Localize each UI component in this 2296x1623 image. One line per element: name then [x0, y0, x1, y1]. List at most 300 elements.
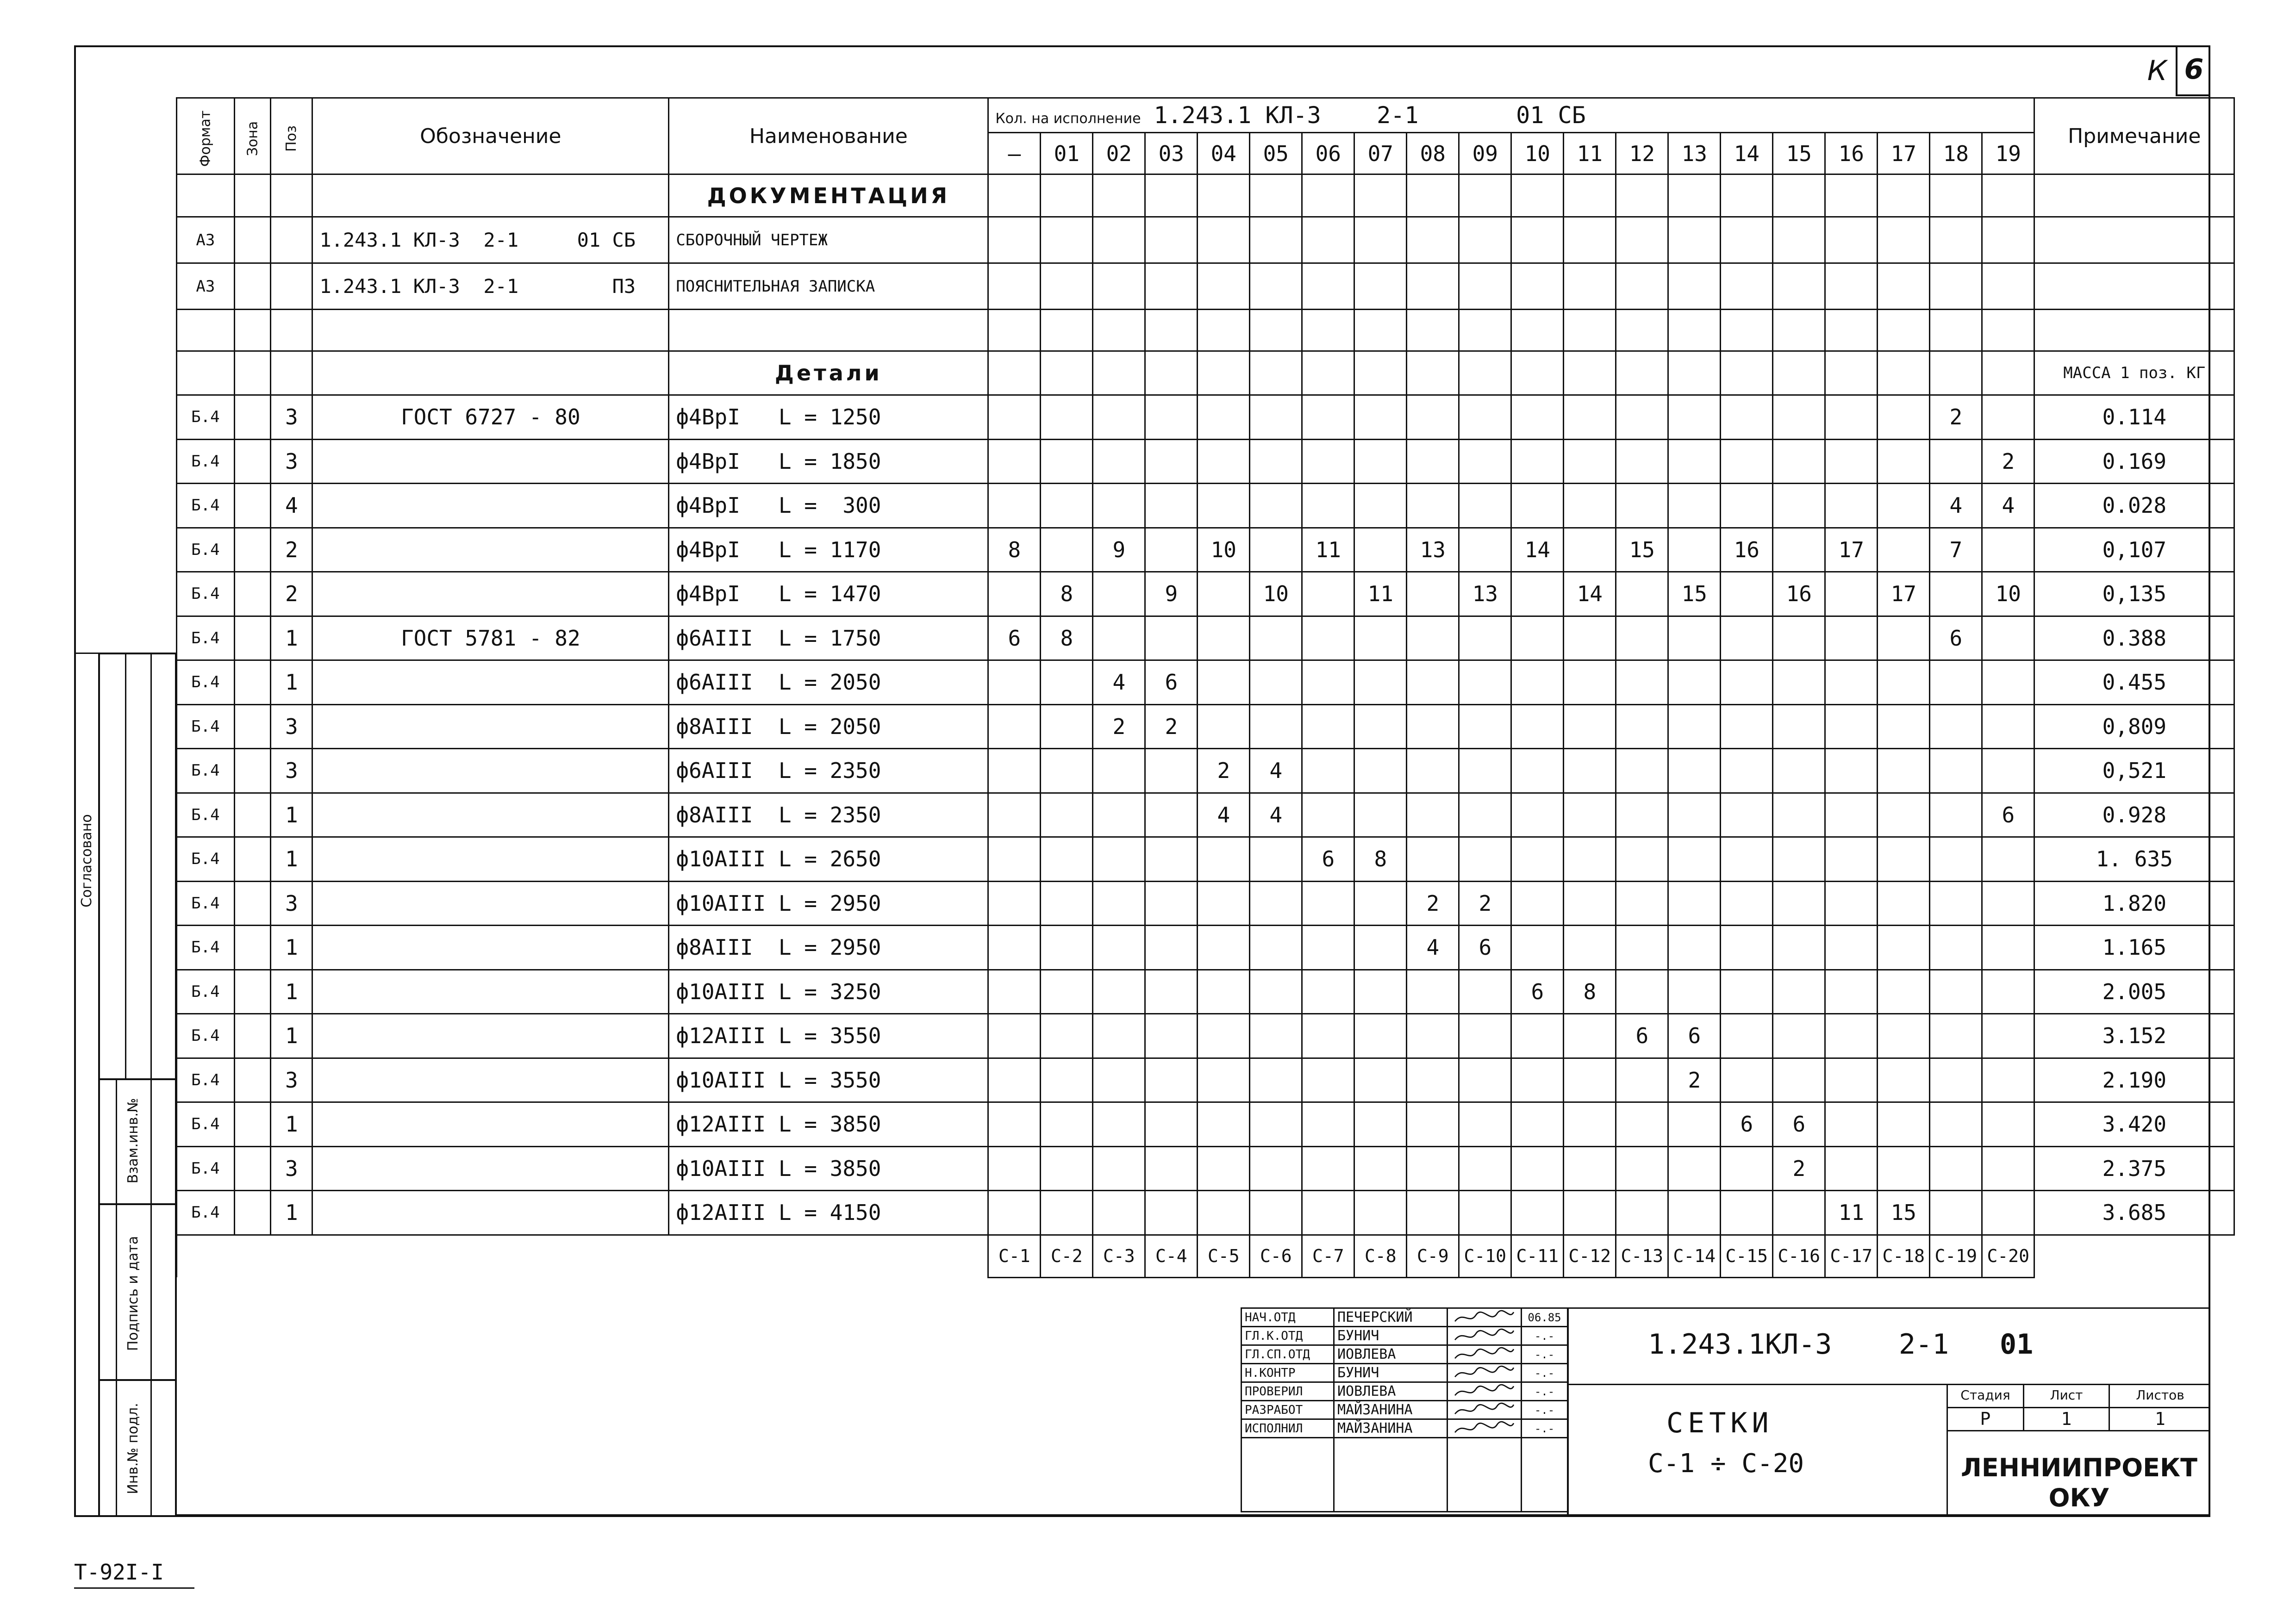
qty-cell	[1721, 749, 1773, 793]
qty-cell	[1668, 528, 1721, 572]
qty-cell	[1407, 616, 1459, 660]
qty-cell	[1302, 881, 1354, 926]
qty-cell	[1878, 926, 1930, 970]
mesh-label: С-19	[1930, 1235, 1982, 1277]
designation-cell	[312, 484, 669, 528]
qty-cell	[1459, 1014, 1511, 1058]
qty-cell	[1616, 439, 1668, 484]
qty-cell	[1825, 793, 1878, 837]
qty-cell	[1302, 616, 1354, 660]
zone-cell	[234, 528, 271, 572]
qty-cell	[988, 572, 1041, 616]
execution-number: 07	[1354, 133, 1407, 174]
header-row	[177, 98, 2234, 133]
name-cell: ф8АIII L = 2950	[669, 926, 988, 970]
qty-cell	[1302, 793, 1354, 837]
qty-cell: 13	[1459, 572, 1511, 616]
format-cell: Б.4	[177, 484, 235, 528]
qty-cell	[1668, 926, 1721, 970]
qty-cell: 10	[1198, 528, 1250, 572]
empty-cell	[1354, 310, 1407, 351]
qty-cell: 6	[1145, 660, 1198, 705]
qty-cell: 8	[1041, 572, 1093, 616]
format-cell: Б.4	[177, 528, 235, 572]
staff-row	[1242, 1364, 1568, 1382]
qty-cell	[1354, 616, 1407, 660]
staff-role: РАЗРАБОТ	[1242, 1401, 1334, 1419]
qty-cell	[1878, 1102, 1930, 1147]
sheet-value: 1	[2061, 1409, 2072, 1429]
qty-cell	[1407, 572, 1459, 616]
empty-cell	[1145, 310, 1198, 351]
qty-cell	[1354, 1146, 1407, 1191]
qty-cell	[1616, 395, 1668, 440]
qty-cell	[1982, 1102, 2034, 1147]
qty-cell	[1721, 439, 1773, 484]
execution-number: 08	[1407, 133, 1459, 174]
qty-cell	[1302, 395, 1354, 440]
empty-cell	[1250, 310, 1302, 351]
side-strip-divider-b	[98, 1203, 177, 1205]
qty-cell	[1041, 1058, 1093, 1102]
zone-cell	[234, 1014, 271, 1058]
empty-cell	[1982, 310, 2034, 351]
qty-cell: 4	[1930, 484, 1982, 528]
qty-cell	[1145, 395, 1198, 440]
staff-date: -.-	[1522, 1345, 1568, 1364]
staff-date: -.-	[1522, 1327, 1568, 1345]
qty-cell	[1198, 704, 1250, 749]
qty-cell	[1511, 395, 1564, 440]
empty-cell	[1334, 1438, 1447, 1512]
corner-mark: К	[2147, 55, 2167, 87]
qty-cell	[1878, 970, 1930, 1014]
qty-cell	[1668, 439, 1721, 484]
qty-code: 1.243.1 КЛ-3 2-1 01 СБ	[1154, 102, 1586, 129]
qty-cell	[1825, 660, 1878, 705]
pos-cell: 3	[271, 395, 312, 440]
qty-cell	[1354, 1191, 1407, 1235]
qty-cell	[1302, 1102, 1354, 1147]
qty-cell	[988, 704, 1041, 749]
qty-cell	[1354, 749, 1407, 793]
qty-cell	[1825, 837, 1878, 882]
qty-cell	[1982, 660, 2034, 705]
empty-cell	[1511, 310, 1564, 351]
qty-cell: 8	[1564, 970, 1616, 1014]
qty-cell	[1407, 1058, 1459, 1102]
mesh-label-row	[177, 1235, 2234, 1277]
qty-cell	[1198, 263, 1250, 310]
stage-value: Р	[1980, 1409, 1991, 1429]
qty-cell	[1564, 1058, 1616, 1102]
qty-cell: 4	[1250, 793, 1302, 837]
document-row	[177, 263, 2234, 310]
execution-number: 18	[1930, 133, 1982, 174]
detail-row	[177, 1191, 2234, 1235]
pos-header-text: Поз	[283, 125, 300, 152]
qty-cell: 16	[1721, 528, 1773, 572]
empty-cell	[1302, 174, 1354, 217]
qty-cell	[1616, 660, 1668, 705]
qty-cell	[1459, 1146, 1511, 1191]
qty-cell	[1198, 1102, 1250, 1147]
qty-cell	[1773, 793, 1825, 837]
qty-cell	[1825, 217, 1878, 263]
execution-number: 14	[1721, 133, 1773, 174]
qty-cell	[1721, 970, 1773, 1014]
qty-cell	[988, 881, 1041, 926]
qty-cell: 2	[1145, 704, 1198, 749]
qty-cell	[1721, 881, 1773, 926]
qty-cell	[1459, 970, 1511, 1014]
staff-role: ИСПОЛНИЛ	[1242, 1419, 1334, 1438]
name-cell: ф4ВрI L = 1470	[669, 572, 988, 616]
qty-cell	[1407, 217, 1459, 263]
qty-cell	[1982, 1058, 2034, 1102]
empty-cell	[2034, 1235, 2234, 1277]
qty-cell	[1721, 263, 1773, 310]
qty-cell	[1511, 616, 1564, 660]
section-details: Детали	[669, 351, 988, 395]
qty-cell	[1407, 395, 1459, 440]
qty-cell	[988, 1191, 1041, 1235]
qty-cell	[1041, 439, 1093, 484]
qty-cell	[1041, 484, 1093, 528]
empty-cell	[1773, 351, 1825, 395]
qty-cell	[1668, 749, 1721, 793]
empty-cell	[1093, 174, 1145, 217]
qty-cell	[1407, 439, 1459, 484]
qty-cell	[1093, 263, 1145, 310]
format-cell: Б.4	[177, 749, 235, 793]
side-strip-divider-a	[98, 1078, 177, 1080]
format-cell: Б.4	[177, 1191, 235, 1235]
qty-cell	[1354, 439, 1407, 484]
qty-cell	[1825, 881, 1878, 926]
detail-row	[177, 616, 2234, 660]
qty-cell	[1564, 660, 1616, 705]
empty-cell	[177, 174, 235, 217]
zone-cell	[234, 837, 271, 882]
qty-cell	[1616, 926, 1668, 970]
qty-cell	[1878, 1014, 1930, 1058]
qty-cell	[1721, 660, 1773, 705]
qty-cell	[1407, 837, 1459, 882]
qty-cell	[1878, 1146, 1930, 1191]
qty-cell	[1302, 970, 1354, 1014]
qty-cell	[1302, 704, 1354, 749]
empty-cell	[1616, 174, 1668, 217]
empty-cell	[312, 1235, 669, 1277]
qty-cell	[1721, 484, 1773, 528]
qty-cell	[1407, 484, 1459, 528]
empty-cell	[1302, 351, 1354, 395]
qty-cell	[1354, 484, 1407, 528]
name-cell: ф4ВрI L = 1250	[669, 395, 988, 440]
qty-cell	[1145, 217, 1198, 263]
empty-cell	[177, 1235, 235, 1277]
pos-cell: 3	[271, 749, 312, 793]
empty-cell	[1198, 174, 1250, 217]
qty-cell	[1982, 395, 2034, 440]
qty-cell	[1511, 217, 1564, 263]
name-cell: ф10АIII L = 2950	[669, 881, 988, 926]
name-cell: ф10АIII L = 3250	[669, 970, 988, 1014]
qty-cell	[1511, 837, 1564, 882]
qty-cell	[1511, 439, 1564, 484]
qty-cell	[988, 1146, 1041, 1191]
qty-cell	[1668, 484, 1721, 528]
empty-cell	[177, 310, 235, 351]
empty-cell	[1145, 174, 1198, 217]
name-cell: ф6АIII L = 2350	[669, 749, 988, 793]
qty-cell	[1668, 1146, 1721, 1191]
qty-cell	[1145, 1146, 1198, 1191]
staff-row	[1242, 1382, 1568, 1401]
empty-cell	[1930, 310, 1982, 351]
staff-date: -.-	[1522, 1401, 1568, 1419]
qty-cell	[1721, 1146, 1773, 1191]
mass-cell: 0.928	[2034, 793, 2234, 837]
qty-cell	[1041, 970, 1093, 1014]
designation-cell: 1.243.1 КЛ-3 2-1 01 СБ	[312, 217, 669, 263]
qty-cell	[1250, 395, 1302, 440]
execution-number: 15	[1773, 133, 1825, 174]
empty-cell	[1825, 310, 1878, 351]
qty-cell	[1250, 484, 1302, 528]
designation-cell	[312, 837, 669, 882]
empty-cell	[1522, 1438, 1568, 1512]
qty-cell	[1773, 704, 1825, 749]
format-header-text: Формат	[197, 110, 214, 167]
qty-cell	[1511, 1058, 1564, 1102]
qty-cell	[1407, 749, 1459, 793]
note-cell	[2034, 263, 2234, 310]
qty-cell	[1041, 881, 1093, 926]
empty-cell	[271, 351, 312, 395]
qty-cell	[1250, 439, 1302, 484]
qty-cell	[1250, 1014, 1302, 1058]
qty-cell	[1878, 1058, 1930, 1102]
name-cell: ф12АIII L = 4150	[669, 1191, 988, 1235]
pos-cell	[271, 217, 312, 263]
qty-cell	[1564, 749, 1616, 793]
empty-cell	[1721, 351, 1773, 395]
qty-cell	[1093, 837, 1145, 882]
name-cell: ф4ВрI L = 1850	[669, 439, 988, 484]
mesh-label: С-15	[1721, 1235, 1773, 1277]
zone-cell	[234, 1058, 271, 1102]
designation-cell	[312, 970, 669, 1014]
qty-cell	[1459, 749, 1511, 793]
name-cell: ф12АIII L = 3550	[669, 1014, 988, 1058]
qty-label: Кол. на исполнение	[995, 111, 1141, 127]
qty-cell	[1982, 881, 2034, 926]
staff-role: Н.КОНТР	[1242, 1364, 1334, 1382]
pos-cell: 1	[271, 1102, 312, 1147]
qty-header	[988, 98, 2034, 133]
qty-cell	[1773, 1014, 1825, 1058]
qty-cell	[1773, 881, 1825, 926]
qty-cell: 4	[1982, 484, 2034, 528]
mass-cell: 0,809	[2034, 704, 2234, 749]
qty-cell	[1302, 484, 1354, 528]
qty-cell	[1773, 395, 1825, 440]
mass-cell: 0.388	[2034, 616, 2234, 660]
empty-cell	[2034, 174, 2234, 217]
left-gutter-line	[74, 653, 100, 654]
empty-cell	[1930, 351, 1982, 395]
qty-cell	[1302, 1058, 1354, 1102]
qty-cell	[1093, 439, 1145, 484]
qty-cell	[1145, 926, 1198, 970]
name-cell: ПОЯСНИТЕЛЬНАЯ ЗАПИСКА	[669, 263, 988, 310]
qty-cell: 6	[1459, 926, 1511, 970]
qty-cell	[1250, 1191, 1302, 1235]
staff-date: -.-	[1522, 1364, 1568, 1382]
detail-row	[177, 572, 2234, 616]
name-cell: ф12АIII L = 3850	[669, 1102, 988, 1147]
qty-cell	[1511, 484, 1564, 528]
execution-number: 09	[1459, 133, 1511, 174]
qty-cell	[1564, 439, 1616, 484]
qty-cell	[1250, 704, 1302, 749]
qty-cell	[1616, 837, 1668, 882]
qty-cell	[1198, 217, 1250, 263]
stage-row-divider-1	[1947, 1407, 2210, 1408]
qty-cell	[1459, 837, 1511, 882]
empty-cell	[234, 351, 271, 395]
designation-cell: ГОСТ 6727 - 80	[312, 395, 669, 440]
qty-cell	[1250, 528, 1302, 572]
designation-cell: 1.243.1 КЛ-3 2-1 ПЗ	[312, 263, 669, 310]
qty-cell	[1302, 217, 1354, 263]
qty-cell	[1721, 704, 1773, 749]
qty-cell	[1145, 749, 1198, 793]
qty-cell	[988, 660, 1041, 705]
qty-cell: 11	[1302, 528, 1354, 572]
qty-cell: 2	[1093, 704, 1145, 749]
zone-cell	[234, 749, 271, 793]
format-cell: А3	[177, 263, 235, 310]
execution-number: 04	[1198, 133, 1250, 174]
designation-cell	[312, 1014, 669, 1058]
staff-name: ИОВЛЕВА	[1334, 1345, 1447, 1364]
qty-cell	[1041, 395, 1093, 440]
specification-table	[176, 97, 2235, 1278]
empty-cell	[1145, 351, 1198, 395]
staff-role: ГЛ.СП.ОТД	[1242, 1345, 1334, 1364]
zone-cell	[234, 217, 271, 263]
name-cell: ф10АIII L = 3550	[669, 1058, 988, 1102]
format-cell: А3	[177, 217, 235, 263]
mesh-label: С-13	[1616, 1235, 1668, 1277]
name-cell: ф10АIII L = 2650	[669, 837, 988, 882]
format-cell: Б.4	[177, 1146, 235, 1191]
qty-cell: 2	[1198, 749, 1250, 793]
qty-cell	[1616, 793, 1668, 837]
empty-cell	[988, 310, 1041, 351]
empty-cell	[2034, 310, 2234, 351]
empty-cell	[1982, 351, 2034, 395]
execution-number: 11	[1564, 133, 1616, 174]
qty-cell	[988, 1102, 1041, 1147]
format-cell: Б.4	[177, 926, 235, 970]
qty-cell	[1930, 1102, 1982, 1147]
designation-cell: ГОСТ 5781 - 82	[312, 616, 669, 660]
mesh-label: С-14	[1668, 1235, 1721, 1277]
qty-cell	[1982, 1146, 2034, 1191]
empty-cell	[234, 310, 271, 351]
qty-cell	[1407, 1014, 1459, 1058]
qty-cell	[1616, 881, 1668, 926]
document-title: СЕТКИ	[1666, 1407, 1773, 1439]
qty-cell	[1459, 217, 1511, 263]
name-cell: ф6АIII L = 2050	[669, 660, 988, 705]
qty-cell	[1721, 837, 1773, 882]
qty-cell	[1878, 749, 1930, 793]
qty-cell	[1093, 881, 1145, 926]
mass-cell: 0.114	[2034, 395, 2234, 440]
qty-cell: 6	[1302, 837, 1354, 882]
designation-cell	[312, 881, 669, 926]
empty-cell	[1616, 351, 1668, 395]
staff-date: -.-	[1522, 1419, 1568, 1438]
qty-cell	[1721, 395, 1773, 440]
qty-cell	[1511, 1102, 1564, 1147]
detail-row	[177, 1102, 2234, 1147]
empty-cell	[1616, 310, 1668, 351]
empty-cell	[988, 351, 1041, 395]
qty-cell	[1982, 926, 2034, 970]
qty-cell	[1302, 263, 1354, 310]
qty-cell: 6	[1616, 1014, 1668, 1058]
sheets-label: Листов	[2136, 1387, 2184, 1403]
qty-cell	[1041, 1014, 1093, 1058]
designation-cell	[312, 1191, 669, 1235]
qty-cell	[1407, 1146, 1459, 1191]
execution-number: 19	[1982, 133, 2034, 174]
qty-cell	[1041, 793, 1093, 837]
qty-cell	[1511, 572, 1564, 616]
qty-cell	[1668, 793, 1721, 837]
empty-cell	[1041, 351, 1093, 395]
mesh-label: С-11	[1511, 1235, 1564, 1277]
execution-number: 03	[1145, 133, 1198, 174]
format-cell: Б.4	[177, 704, 235, 749]
qty-cell	[1093, 1058, 1145, 1102]
mass-cell: 0.028	[2034, 484, 2234, 528]
stage-row-divider-2	[1947, 1430, 2210, 1431]
qty-cell	[1773, 837, 1825, 882]
qty-cell	[1825, 616, 1878, 660]
side-label-inv-original: Инв.№ подл.	[125, 1403, 141, 1494]
staff-signature-table	[1241, 1307, 1568, 1512]
qty-cell: 2	[1773, 1146, 1825, 1191]
mass-cell: 0.455	[2034, 660, 2234, 705]
qty-cell	[1093, 926, 1145, 970]
signature	[1447, 1308, 1522, 1327]
qty-cell	[1616, 217, 1668, 263]
format-cell: Б.4	[177, 660, 235, 705]
qty-cell	[1982, 263, 2034, 310]
qty-cell	[1250, 837, 1302, 882]
qty-cell	[1878, 484, 1930, 528]
qty-cell	[1511, 1146, 1564, 1191]
qty-cell: 9	[1145, 572, 1198, 616]
mesh-label: С-16	[1773, 1235, 1825, 1277]
